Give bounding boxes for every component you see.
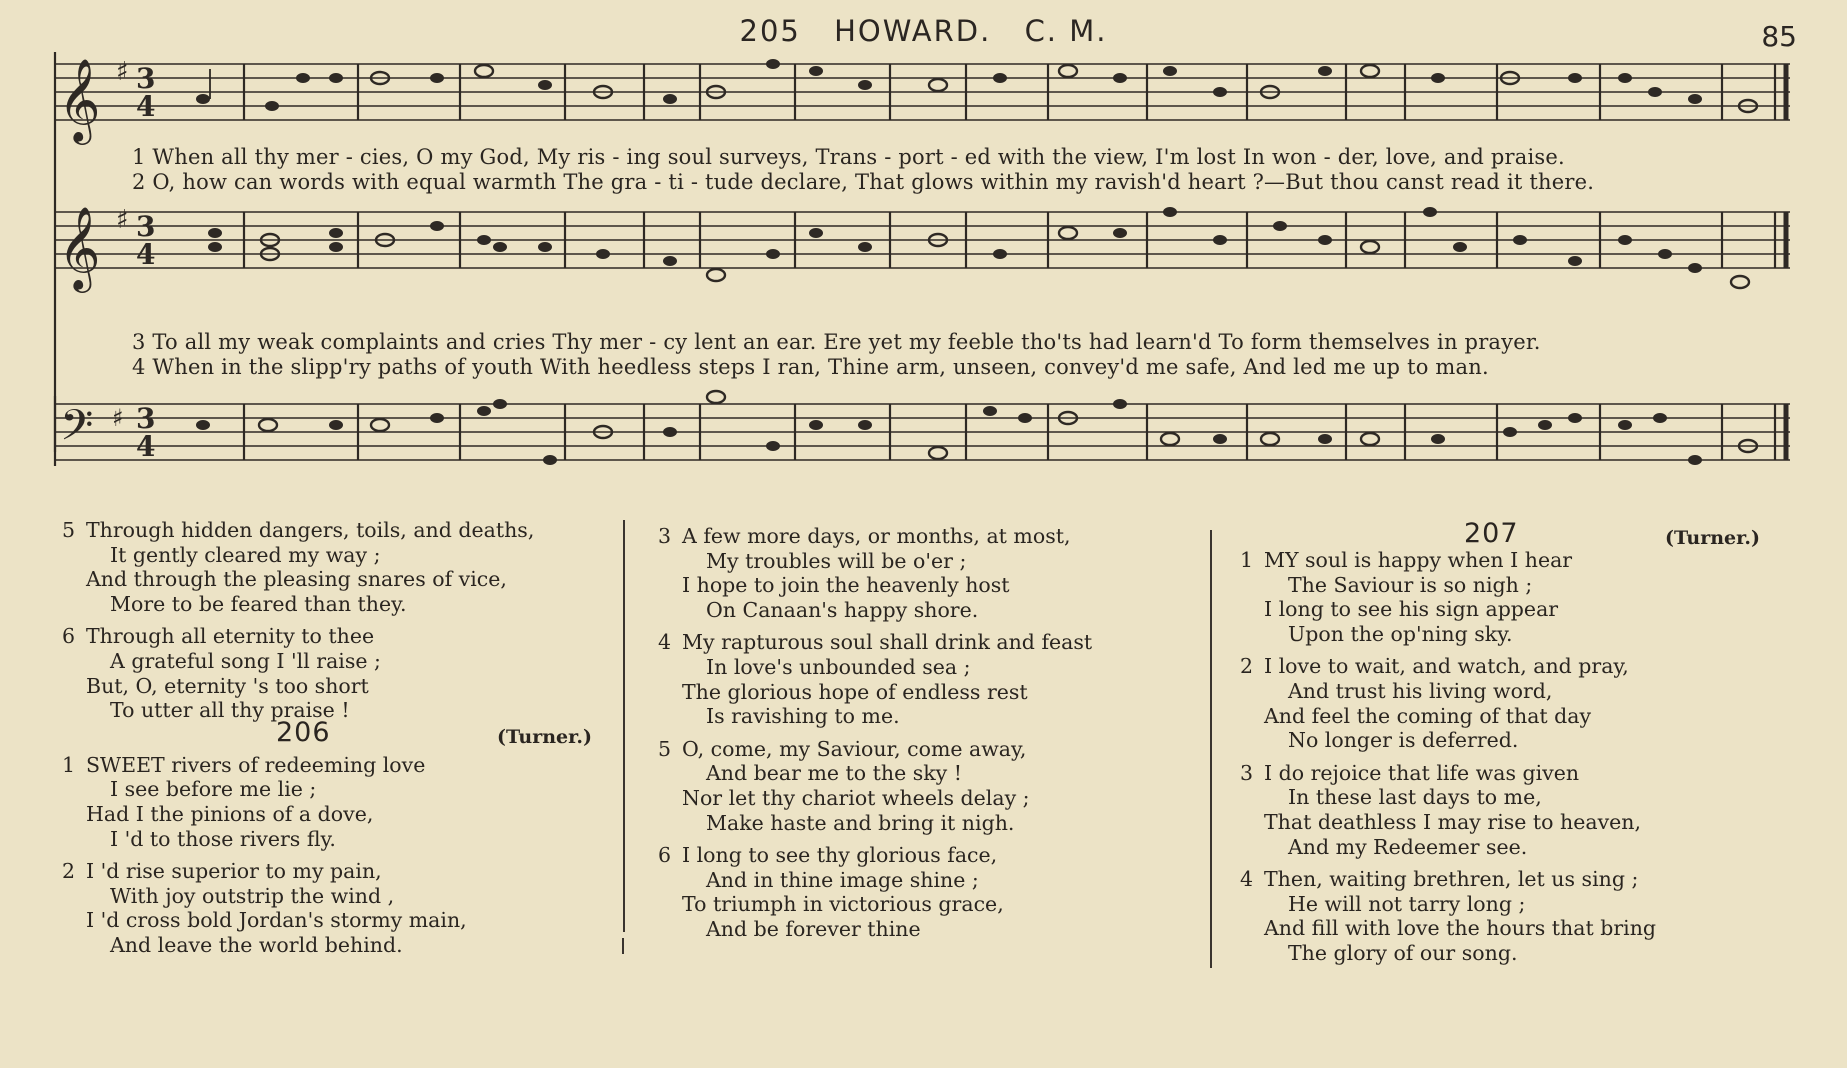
melody-notes (196, 59, 1757, 112)
verse-line-4: 4 When in the slipp'ry paths of youth With heedless steps I ran, Thine arm, unseen, convey'd me safe, And led me up to man. (132, 355, 1489, 379)
verse-line-1: 1 When all thy mer - cies, O my God, My ris - ing soul surveys, Trans - port - ed with the view, I'm lost In won - der, love, and praise. (132, 145, 1565, 169)
svg-text:4: 4 (136, 430, 156, 463)
svg-text:4: 4 (136, 238, 156, 271)
stanza: 1 MY soul is happy when I hear The Saviour is so nigh ; I long to see his sign appear Upon the op'ning sky. (1240, 548, 1573, 646)
column-divider (1210, 530, 1212, 968)
bass-clef-icon: 𝄢 (60, 401, 94, 461)
bass-staff (0, 396, 1847, 486)
tune-name: HOWARD. (834, 14, 992, 48)
treble-clef-icon: 𝄞 (58, 205, 101, 289)
hymn-number: 205 (739, 14, 801, 48)
stanza: 4 My rapturous soul shall drink and feast In love's unbounded sea ; The glorious hope of endless rest Is ravishing to me. (658, 630, 1093, 729)
svg-text:3: 3 (136, 402, 156, 435)
stanza: 3 I do rejoice that life was given In these last days to me, That deathless I may rise to heaven, And my Redeemer see. (1240, 760, 1641, 859)
stanza: 5 O, come, my Saviour, come away, And bear me to the sky ! Nor let thy chariot wheels delay ; Make haste and bring it nigh. (658, 736, 1030, 835)
svg-text:♯: ♯ (112, 404, 124, 432)
svg-text:3: 3 (136, 210, 156, 243)
meter: C. M. (1024, 14, 1108, 48)
stanza: 4 Then, waiting brethren, let us sing ; He will not tarry long ; And fill with love the hours that bring The glory of our song. (1240, 867, 1657, 965)
melody-staff (0, 52, 1847, 152)
hymn-206-tune: (Turner.) (497, 725, 592, 748)
hymn-206-heading (62, 716, 592, 753)
verse-line-2: 2 O, how can words with equal warmth The gra - ti - tude declare, That glows within my ravish'd heart ?—But thou canst read it there. (132, 170, 1595, 194)
stanza: 3 A few more days, or months, at most, My troubles will be o'er ; I hope to join the heavenly host On Canaan's happy shore. (658, 524, 1071, 622)
column-3 (1240, 518, 1780, 974)
stanza: 5 Through hidden dangers, toils, and deaths, It gently cleared my way ; And through the pleasing snares of vice, More to be feared than they. (62, 518, 535, 616)
hymn-207-heading (1240, 518, 1780, 556)
svg-text:♯: ♯ (116, 57, 129, 87)
hymn-206-number: 206 (276, 716, 331, 748)
stanza: 1 SWEET rivers of redeeming love I see before me lie ; Had I the pinions of a dove, I 'd to those rivers fly. (62, 752, 426, 851)
middle-staff (0, 200, 1847, 310)
treble-clef-icon: 𝄞 (58, 57, 101, 141)
stanza: 6 Through all eternity to thee A grateful song I 'll raise ; But, O, eternity 's too short To utter all thy praise ! (62, 624, 381, 723)
svg-text:♯: ♯ (116, 205, 129, 235)
svg-text:4: 4 (136, 90, 156, 123)
column-divider-mark (622, 938, 624, 954)
stanza: 6 I long to see thy glorious face, And in thine image shine ; To triumph in victorious grace, And be forever thine (658, 843, 1004, 941)
stanza: 2 I love to wait, and watch, and pray, And trust his living word, And feel the coming of that day No longer is deferred. (1240, 654, 1629, 753)
column-2 (658, 524, 1178, 950)
page-number: 85 (1761, 20, 1797, 53)
svg-text:3: 3 (136, 62, 156, 95)
column-1 (62, 518, 592, 966)
hymn-207-number: 207 (1464, 518, 1519, 549)
column-divider (623, 520, 625, 932)
verse-line-3: 3 To all my weak complaints and cries Thy mer - cy lent an ear. Ere yet my feeble tho'ts had learn'd To form themselves in prayer. (132, 330, 1541, 354)
hymn-207-tune: (Turner.) (1665, 527, 1760, 549)
stanza: 2 I 'd rise superior to my pain, With joy outstrip the wind , I 'd cross bold Jordan's stormy main, And leave the world behind. (62, 859, 467, 957)
hymn-header (0, 14, 1847, 48)
